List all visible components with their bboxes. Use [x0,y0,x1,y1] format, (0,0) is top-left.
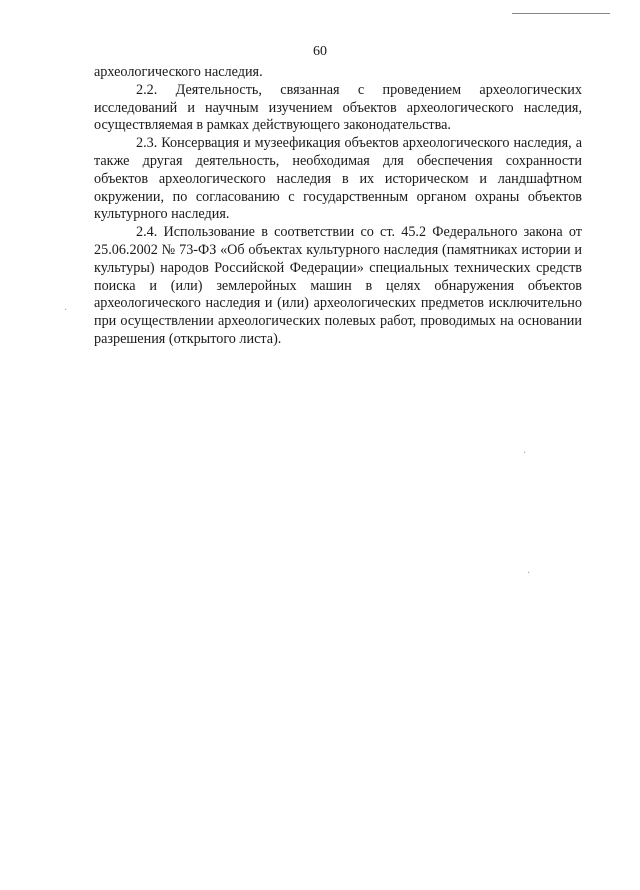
paragraph-2-4: 2.4. Использование в соответствии со ст. 45.2 Федерального закона от 25.06.2002 № 73-ФЗ «Об объектах культурного наследия (памятниках истории и культуры) народов Российской Федерации» специальных технических средств поиска и (или) землеройных машин в целях обнаружения объектов археологического наследия и (или) археологических предметов исключительно при осуществлении археологических полевых работ, проводимых на основании разрешения (открытого листа). [94,224,582,347]
paragraph-2-2: 2.2. Деятельность, связанная с проведением археологических исследований и научным изучением объектов археологического наследия, осуществляемая в рамках действующего законодательства. [94,81,582,134]
scan-speck: · [523,448,527,459]
page-number: 60 [313,44,327,59]
header-rule [512,13,610,14]
scan-speck: · [527,568,531,579]
document-body [94,64,582,349]
scan-speck: · [64,305,68,316]
paragraph-continuation: археологического наследия. [94,64,263,80]
paragraph-2-3: 2.3. Консервация и музеефикация объектов археологического наследия, а также другая деятельность, необходимая для обеспечения сохранности объектов археологического наследия в их историческом и ландшафтном окружении, по согласованию с государственным органом охраны объектов культурного наследия. [94,135,582,223]
